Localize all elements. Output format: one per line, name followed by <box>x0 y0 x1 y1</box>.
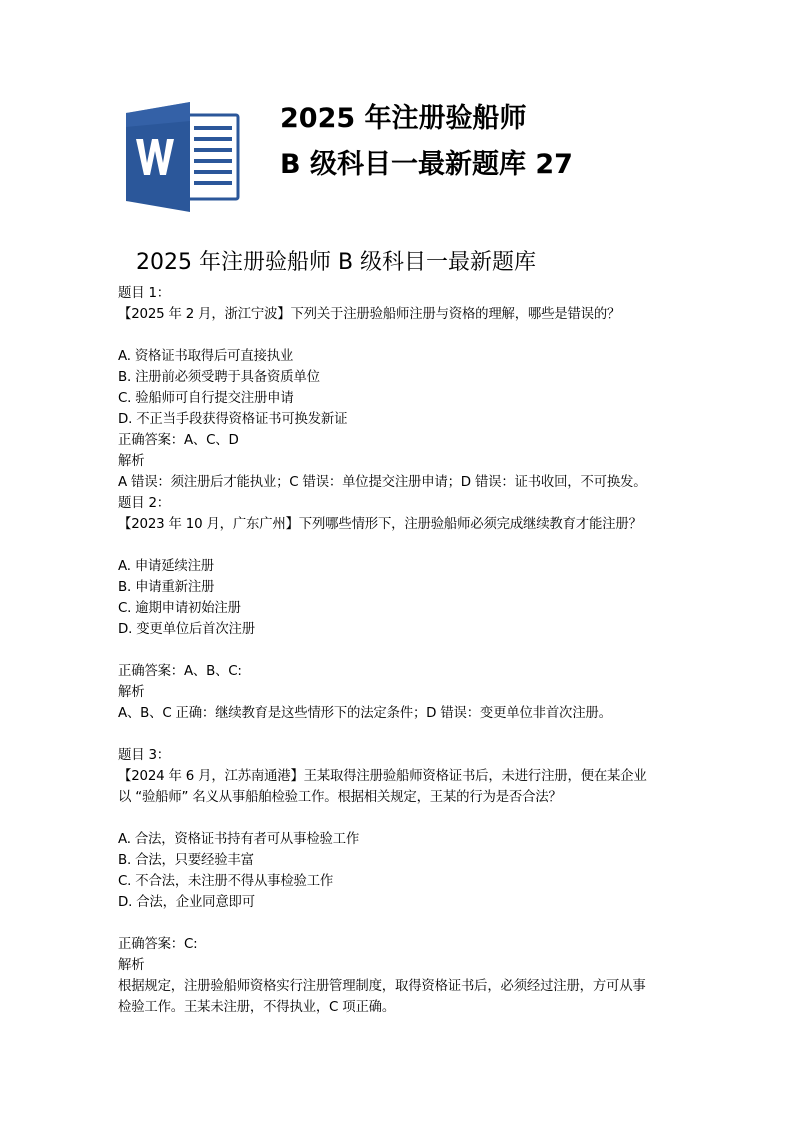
option-b: B. 合法，只要经验丰富 <box>118 853 254 868</box>
option-d: D. 不正当手段获得资格证书可换发新证 <box>118 412 348 427</box>
question-3 <box>118 745 688 1018</box>
option-d: D. 合法，企业同意即可 <box>118 895 255 910</box>
analysis-label: 解析 <box>118 958 145 973</box>
question-stem-line-1: 【2024 年 6 月，江苏南通港】王某取得注册验船师资格证书后，未进行注册，便在某企业 <box>118 769 647 784</box>
correct-answer: 正确答案：A、B、C: <box>118 664 242 679</box>
spacer <box>118 325 688 346</box>
spacer <box>118 808 688 829</box>
question-label: 题目 2： <box>118 496 170 511</box>
question-stem: 【2023 年 10 月，广东广州】下列哪些情形下，注册验船师必须完成继续教育才能注册？ <box>118 517 642 532</box>
option-a: A. 申请延续注册 <box>118 559 214 574</box>
analysis-text-line-2: 检验工作。王某未注册，不得执业，C 项正确。 <box>118 1000 396 1015</box>
analysis-label: 解析 <box>118 454 145 469</box>
option-a: A. 资格证书取得后可直接执业 <box>118 349 294 364</box>
option-d: D. 变更单位后首次注册 <box>118 622 255 637</box>
document-body <box>118 283 688 1018</box>
analysis-text: A 错误：须注册后才能执业；C 错误：单位提交注册申请；D 错误：证书收回，不可换发。 <box>118 475 647 490</box>
analysis-label: 解析 <box>118 685 145 700</box>
question-1 <box>118 283 688 493</box>
question-stem: 【2025 年 2 月，浙江宁波】下列关于注册验船师注册与资格的理解，哪些是错误的？ <box>118 307 621 322</box>
correct-answer: 正确答案：A、C、D <box>118 433 239 448</box>
cover-title <box>280 96 573 188</box>
cover-title-line-1: 2025 年注册验船师 <box>280 103 527 134</box>
analysis-text: A、B、C 正确：继续教育是这些情形下的法定条件；D 错误：变更单位非首次注册。 <box>118 706 612 721</box>
option-b: B. 申请重新注册 <box>118 580 215 595</box>
option-c: C. 逾期申请初始注册 <box>118 601 241 616</box>
correct-answer: 正确答案：C: <box>118 937 198 952</box>
option-c: C. 验船师可自行提交注册申请 <box>118 391 294 406</box>
spacer <box>118 913 688 934</box>
question-stem-line-2: 以 “验船师” 名义从事船舶检验工作。根据相关规定，王某的行为是否合法？ <box>118 790 562 805</box>
question-label: 题目 1： <box>118 286 170 301</box>
cover-title-line-2: B 级科目一最新题库 27 <box>280 149 573 180</box>
question-label: 题目 3： <box>118 748 170 763</box>
word-document-icon <box>124 101 242 213</box>
analysis-text-line-1: 根据规定，注册验船师资格实行注册管理制度，取得资格证书后，必须经过注册，方可从事 <box>118 979 646 994</box>
spacer <box>118 535 688 556</box>
option-a: A. 合法，资格证书持有者可从事检验工作 <box>118 832 360 847</box>
document-heading: 2025 年注册验船师 B 级科目一最新题库 <box>136 250 537 275</box>
spacer <box>118 640 688 661</box>
option-c: C. 不合法，未注册不得从事检验工作 <box>118 874 334 889</box>
question-2 <box>118 493 688 745</box>
option-b: B. 注册前必须受聘于具备资质单位 <box>118 370 320 385</box>
spacer <box>118 724 688 745</box>
